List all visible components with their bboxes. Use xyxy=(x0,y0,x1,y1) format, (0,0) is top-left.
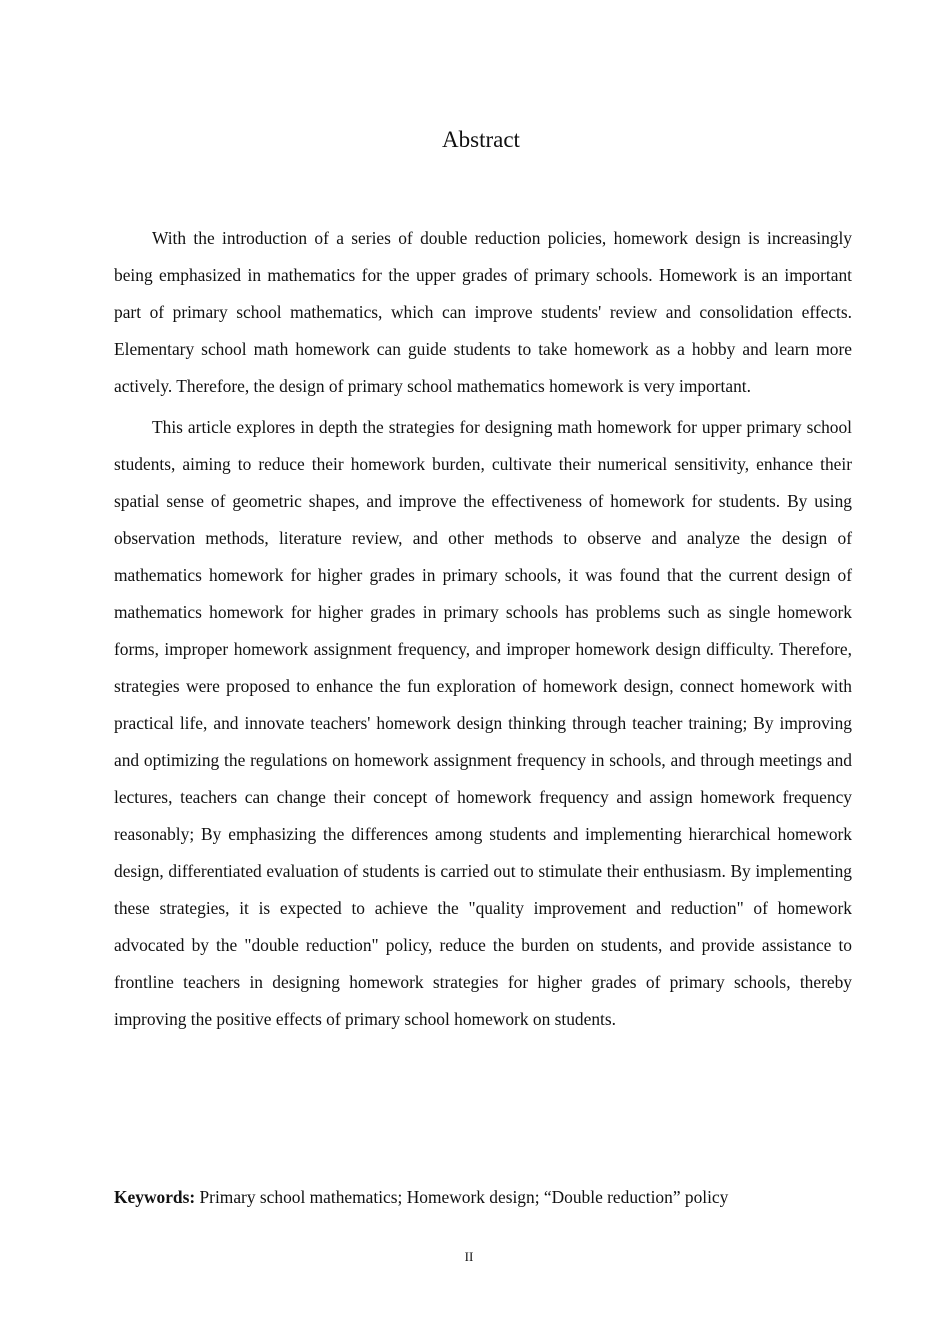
page-title: Abstract xyxy=(442,127,520,152)
keywords-line xyxy=(114,1182,852,1212)
keywords-label: Keywords: xyxy=(114,1187,196,1207)
page-number: II xyxy=(464,1249,474,1264)
keywords-text: Primary school mathematics; Homework design; “Double reduction” policy xyxy=(199,1187,729,1207)
abstract-paragraph-2: This article explores in depth the strategies for designing math homework for upper primary school students, aiming to reduce their homework burden, cultivate their numerical sensitivity, enhance their spatial sense of geometric shapes, and improve the effectiveness of homework for students. By using observation methods, literature review, and other methods to observe and analyze the design of mathematics homework for higher grades in primary schools, it was found that the current design of mathematics homework for higher grades in primary schools has problems such as single homework forms, improper homework assignment frequency, and improper homework design difficulty. Therefore, strategies were proposed to enhance the fun exploration of homework design, connect homework with practical life, and innovate teachers' homework design thinking through teacher training; By improving and optimizing the regulations on homework assignment frequency in schools, and through meetings and lectures, teachers can change their concept of homework frequency and assign homework frequency reasonably; By emphasizing the differences among students and implementing hierarchical homework design, differentiated evaluation of students is carried out to stimulate their enthusiasm. By implementing these strategies, it is expected to achieve the "quality improvement and reduction" of homework advocated by the "double reduction" policy, reduce the burden on students, and provide assistance to frontline teachers in designing homework strategies for higher grades of primary schools, thereby improving the positive effects of primary school homework on students. xyxy=(114,417,852,1029)
abstract-body xyxy=(114,220,852,1038)
abstract-paragraph-1: With the introduction of a series of double reduction policies, homework design is increasingly being emphasized in mathematics for the upper grades of primary schools. Homework is an important part of primary school mathematics, which can improve students' review and consolidation effects. Elementary school math homework can guide students to take homework as a hobby and learn more actively. Therefore, the design of primary school mathematics homework is very important. xyxy=(114,228,852,396)
